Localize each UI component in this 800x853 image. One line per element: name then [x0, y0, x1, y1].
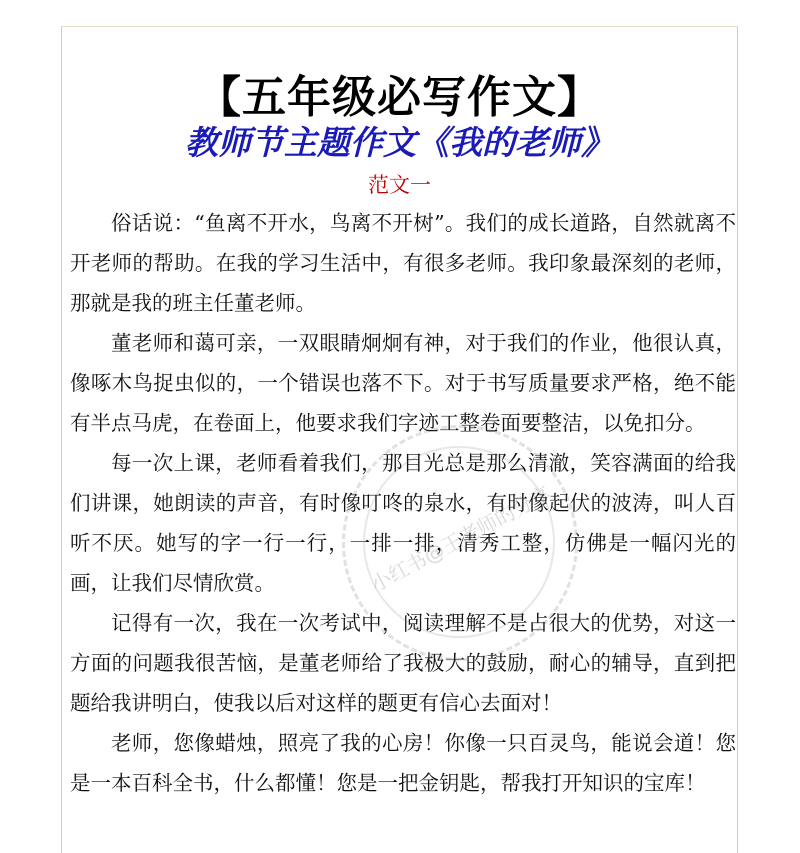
paragraph-4: 记得有一次，我在一次考试中，阅读理解不是占很大的优势，对这一方面的问题我很苦恼，是董老师给了我极大的鼓励，耐心的辅导，直到把题给我讲明白，使我以后对这样的题更有信心去面对！: [70, 611, 736, 715]
sample-label: 范文一: [368, 173, 431, 197]
document-subtitle: 教师节主题作文《我的老师》: [185, 123, 614, 162]
document-page: [61, 26, 738, 853]
paragraph-2: 董老师和蔼可亲，一双眼睛炯炯有神，对于我们的作业，他很认真，像啄木鸟捉虫似的，一个错误也落不下。对于书写质量要求严格，绝不能有半点马虎，在卷面上，他要求我们字迹工整卷面要整洁，以免扣分。: [70, 331, 736, 435]
paragraph-1: 俗话说：“鱼离不开水，鸟离不开树”。我们的成长道路，自然就离不开老师的帮助。在我的学习生活中，有很多老师。我印象最深刻的老师，那就是我的班主任董老师。: [70, 211, 736, 315]
document-title: 【五年级必写作文】: [197, 72, 602, 123]
watermark-text: 小红书@王老师的分享: [366, 481, 555, 597]
essay-body: [70, 203, 736, 803]
paragraph-3: 每一次上课，老师看着我们，那目光总是那么清澈，笑容满面的给我们讲课，她朗读的声音，有时像叮咚的泉水，有时像起伏的波涛，叫人百听不厌。她写的字一行一行，一排一排，清秀工整，仿佛是一幅闪光的画，让我们尽情欣赏。: [70, 451, 736, 595]
paragraph-5: 老师，您像蜡烛，照亮了我的心房！你像一只百灵鸟，能说会道！您是一本百科全书，什么都懂！您是一把金钥匙，帮我打开知识的宝库！: [70, 731, 736, 795]
